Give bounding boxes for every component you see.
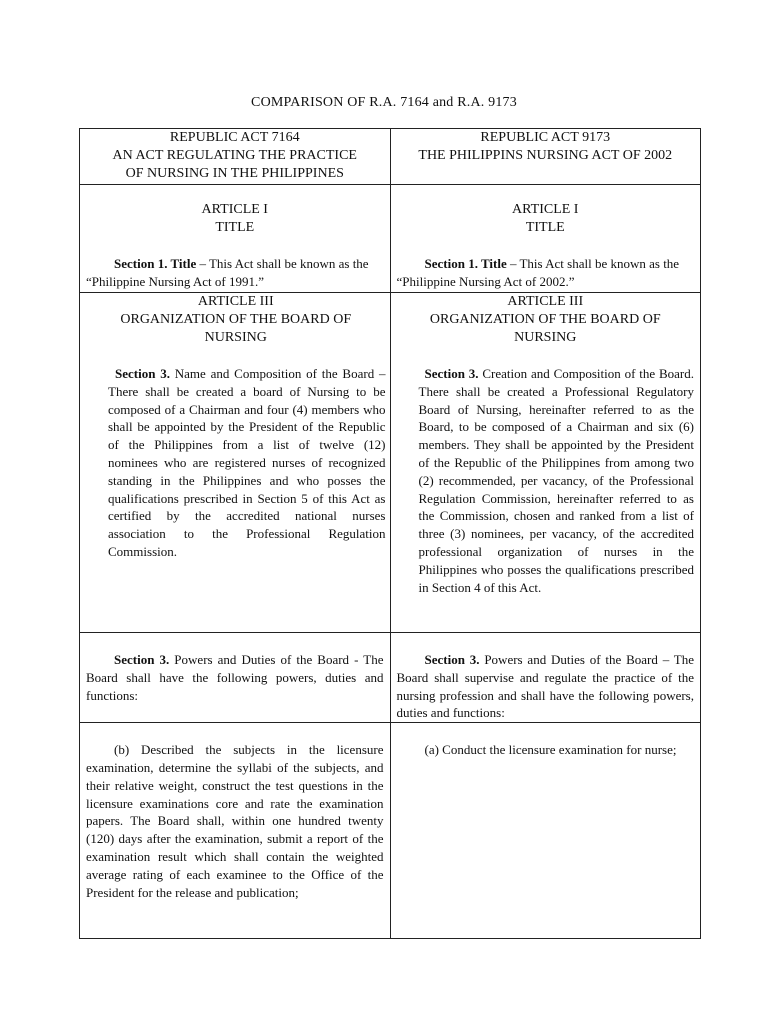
article-number: ARTICLE I <box>512 202 579 217</box>
cell-left-item-b <box>80 723 391 939</box>
section-paragraph <box>108 365 386 561</box>
section-label: Section 3. <box>424 652 480 667</box>
article-title: TITLE <box>215 220 255 235</box>
header-ra-9173 <box>390 129 701 185</box>
cell-right-article-1 <box>390 185 701 293</box>
article-number: ARTICLE I <box>201 202 268 217</box>
header-left-line: AN ACT REGULATING THE PRACTICE <box>112 148 357 163</box>
item-paragraph: (a) Conduct the licensure examination for nurse; <box>424 742 677 758</box>
section-paragraph <box>86 255 384 291</box>
section-paragraph <box>419 365 695 596</box>
section-label: Section 3. <box>114 652 170 667</box>
item-paragraph: (b) Described the subjects in the licensure examination, determine the syllabi of the subjects, and their relative weight, construct the test questions in the licensure examinations core and rate the examination papers. The Board shall, within one hundred twenty (120) days after the examination, submit a report of the examination result which shall contain the weighted average rating of each examinee to the Office of the President for the release and publication; <box>86 742 384 900</box>
article-title: ORGANIZATION OF THE BOARD OF <box>120 312 352 327</box>
section-label: Section 1. Title <box>114 256 197 271</box>
document-title: COMPARISON OF R.A. 7164 and R.A. 9173 <box>251 95 517 110</box>
cell-right-article-3 <box>390 293 701 633</box>
section-label: Section 3. <box>424 366 479 381</box>
article-number: ARTICLE III <box>507 294 584 309</box>
article-title: ORGANIZATION OF THE BOARD OF <box>429 312 661 327</box>
header-left-line: REPUBLIC ACT 7164 <box>169 130 300 145</box>
section-text: Name and Composition of the Board – There shall be created a board of Nursing to be composed of a Chairman and four (4) members who shall be appointed by the President of the Republic of the Philippines from a list of twelve (12) nominees who are registered nurses of recognized standing in the Philippines and who posses the qualifications prescribed in Section 5 of this Act as certified by the accredited national nurses association to the Professional Regulation Commission. <box>108 366 386 559</box>
article-title: NURSING <box>514 330 577 345</box>
article-heading <box>397 201 695 237</box>
comparison-table <box>79 128 701 939</box>
table-row-items <box>80 723 701 939</box>
section-text: – This Act shall be known as the “Philippine Nursing Act of 1991.” <box>86 256 369 289</box>
article-number: ARTICLE III <box>197 294 274 309</box>
header-ra-7164 <box>80 129 391 185</box>
section-text: Powers and Duties of the Board - The Board shall have the following powers, duties and functions: <box>86 652 384 703</box>
header-left-line: OF NURSING IN THE PHILIPPINES <box>125 166 344 181</box>
article-heading <box>86 293 386 347</box>
cell-right-item-a <box>390 723 701 939</box>
section-paragraph <box>397 651 695 722</box>
section-paragraph <box>86 651 384 704</box>
table-row-powers <box>80 633 701 723</box>
section-text: – This Act shall be known as the “Philippine Nursing Act of 2002.” <box>396 256 680 289</box>
section-label: Section 1. Title <box>424 256 507 271</box>
section-label: Section 3. <box>115 366 170 381</box>
cell-right-powers <box>390 633 701 723</box>
header-right-line: THE PHILIPPINS NURSING ACT OF 2002 <box>418 148 673 163</box>
article-title: NURSING <box>204 330 267 345</box>
article-title: TITLE <box>525 220 565 235</box>
header-right-line: REPUBLIC ACT 9173 <box>480 130 611 145</box>
section-text: Powers and Duties of the Board – The Board shall supervise and regulate the practice of the nursing profession and shall have the following powers, duties and functions: <box>396 652 694 721</box>
section-text: Creation and Composition of the Board. There shall be created a Professional Regulatory Board of Nursing, hereinafter referred to as the Board, to be composed of a Chairman and six (6) members. They shall be appointed by the President of the Republic of the Philippines from among two (2) recommended, per vacancy, of the Professional Regulation Commission, hereinafter referred to as the Commission, chosen and ranked from a list of three (3) nominees, per vacancy, of the accredited professional organization of nurses in the Philippines who posses the qualifications prescribed in Section 4 of this Act. <box>418 366 694 595</box>
cell-left-powers <box>80 633 391 723</box>
cell-left-article-3 <box>80 293 391 633</box>
table-header-row <box>80 129 701 185</box>
table-row-article-3 <box>80 293 701 633</box>
cell-left-article-1 <box>80 185 391 293</box>
section-paragraph <box>397 255 695 291</box>
article-heading <box>86 201 384 237</box>
article-heading <box>397 293 695 347</box>
table-row-article-1 <box>80 185 701 293</box>
